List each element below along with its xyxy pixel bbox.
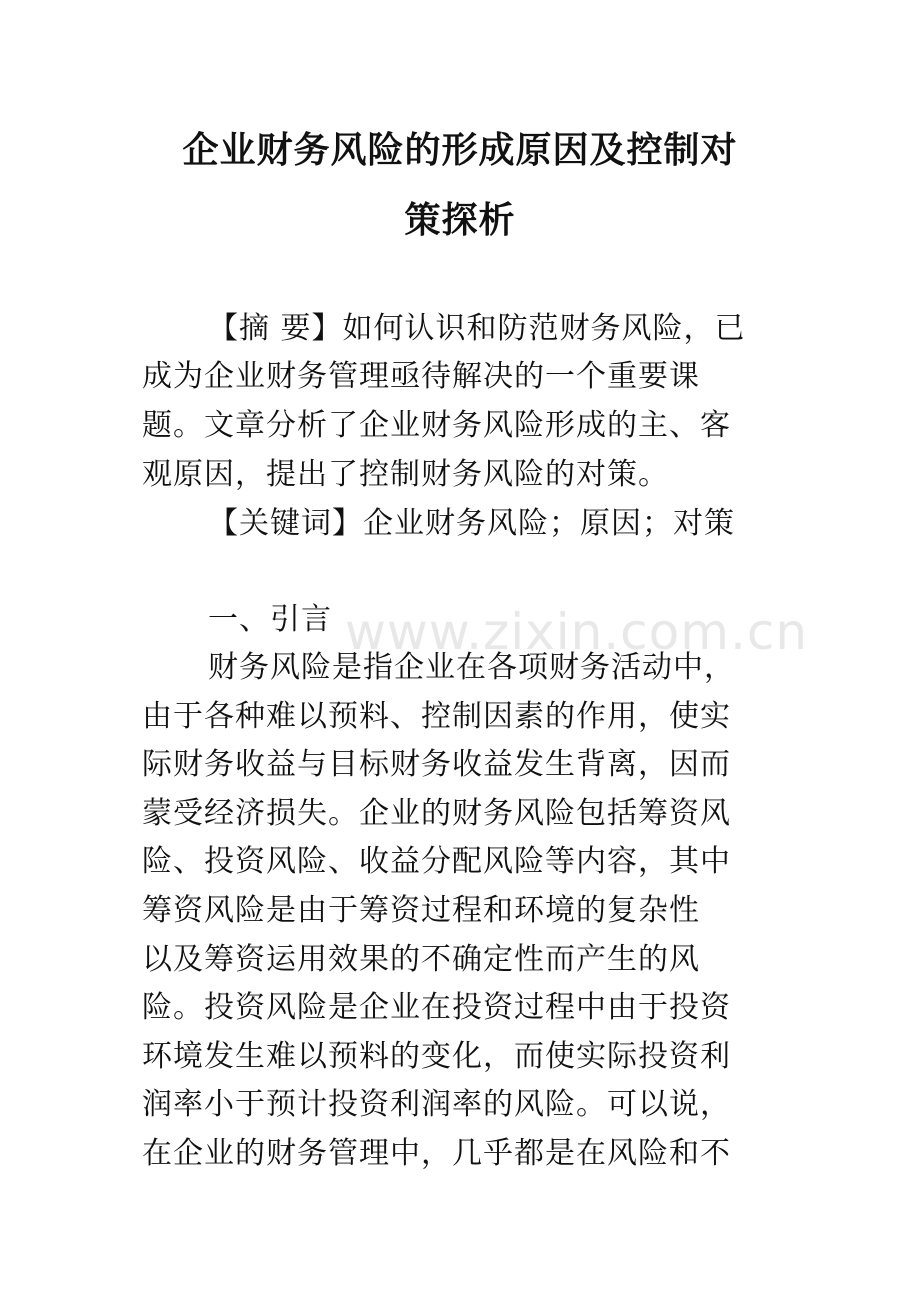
body-line-8: 险。投资风险是企业在投资过程中由于投资 bbox=[142, 990, 731, 1025]
title-line-1: 企业财务风险的形成原因及控制对 bbox=[182, 130, 738, 171]
section-heading: 一、引言 bbox=[208, 602, 332, 637]
body-line-10: 润率小于预计投资利润率的风险。可以说， bbox=[142, 1087, 731, 1122]
title-line-2: 策探析 bbox=[404, 200, 516, 241]
body-line-1: 财务风险是指企业在各项财务活动中， bbox=[208, 650, 735, 685]
body-line-3: 际财务收益与目标财务收益发生背离，因而 bbox=[142, 747, 731, 782]
body-line-2: 由于各种难以预料、控制因素的作用，使实 bbox=[142, 699, 731, 734]
keywords-line: 【关键词】企业财务风险；原因；对策 bbox=[208, 506, 735, 541]
abstract-line-1: 【摘 要】如何认识和防范财务风险，已 bbox=[208, 311, 746, 346]
abstract-line-2: 成为企业财务管理亟待解决的一个重要课 bbox=[142, 359, 700, 394]
body-line-4: 蒙受经济损失。企业的财务风险包括筹资风 bbox=[142, 796, 731, 831]
body-line-6: 筹资风险是由于筹资过程和环境的复杂性 bbox=[142, 893, 700, 928]
abstract-line-3: 题。文章分析了企业财务风险形成的主、客 bbox=[142, 408, 731, 443]
body-line-11: 在企业的财务管理中，几乎都是在风险和不 bbox=[142, 1136, 731, 1171]
abstract-line-4: 观原因，提出了控制财务风险的对策。 bbox=[142, 457, 669, 492]
body-line-7: 以及筹资运用效果的不确定性而产生的风 bbox=[142, 942, 700, 977]
body-line-5: 险、投资风险、收益分配风险等内容，其中 bbox=[142, 844, 731, 879]
watermark: www.zixin.com.cn bbox=[345, 603, 809, 661]
body-line-9: 环境发生难以预料的变化，而使实际投资利 bbox=[142, 1039, 731, 1074]
